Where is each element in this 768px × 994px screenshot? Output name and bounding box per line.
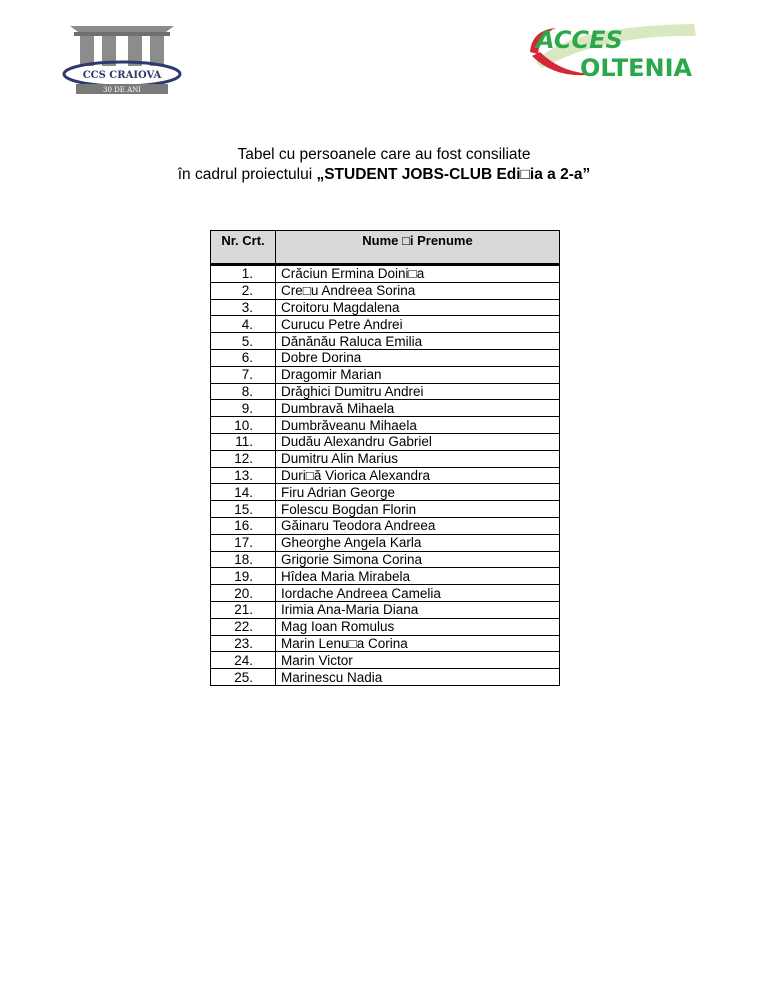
heading-project-name: „STUDENT JOBS-CLUB Edi□ia a 2-a”: [316, 166, 591, 183]
row-number: 9.: [211, 400, 276, 417]
row-person-name: Irimia Ana-Maria Diana: [276, 601, 560, 618]
table-row: [211, 333, 560, 350]
table-row: [211, 282, 560, 299]
row-number: 10.: [211, 417, 276, 434]
row-person-name: Dobre Dorina: [276, 349, 560, 366]
table-row: [211, 417, 560, 434]
logo-name: CCS CRAIOVA: [82, 70, 162, 81]
logo-subtitle: 30 DE ANI: [102, 86, 142, 94]
table-row: [211, 349, 560, 366]
participants-table: [210, 230, 560, 686]
row-person-name: Grigorie Simona Corina: [276, 551, 560, 568]
acces-oltenia-logo: [526, 22, 702, 80]
document-heading: [0, 145, 768, 185]
table-row: [211, 635, 560, 652]
row-number: 24.: [211, 652, 276, 669]
row-number: 15.: [211, 501, 276, 518]
table-row: [211, 501, 560, 518]
ccs-craiova-logo: [62, 20, 182, 96]
row-person-name: Dumbrăveanu Mihaela: [276, 417, 560, 434]
row-number: 2.: [211, 282, 276, 299]
row-number: 8.: [211, 383, 276, 400]
row-number: 3.: [211, 299, 276, 316]
row-person-name: Gheorghe Angela Karla: [276, 534, 560, 551]
row-person-name: Marin Lenu□a Corina: [276, 635, 560, 652]
row-number: 18.: [211, 551, 276, 568]
table-row: [211, 568, 560, 585]
row-person-name: Drăghici Dumitru Andrei: [276, 383, 560, 400]
row-number: 5.: [211, 333, 276, 350]
row-number: 1.: [211, 266, 276, 283]
row-person-name: Croitoru Magdalena: [276, 299, 560, 316]
heading-line2-prefix: în cadrul proiectului: [177, 166, 317, 183]
row-number: 13.: [211, 467, 276, 484]
table-row: [211, 669, 560, 686]
row-number: 12.: [211, 450, 276, 467]
table-row: [211, 585, 560, 602]
table-row: [211, 517, 560, 534]
row-number: 16.: [211, 517, 276, 534]
row-person-name: Dragomir Marian: [276, 366, 560, 383]
table-row: [211, 652, 560, 669]
table-row: [211, 450, 560, 467]
row-number: 7.: [211, 366, 276, 383]
table-row: [211, 299, 560, 316]
row-person-name: Folescu Bogdan Florin: [276, 501, 560, 518]
row-number: 22.: [211, 618, 276, 635]
row-number: 6.: [211, 349, 276, 366]
row-person-name: Hîdea Maria Mirabela: [276, 568, 560, 585]
table-row: [211, 400, 560, 417]
row-person-name: Dudău Alexandru Gabriel: [276, 433, 560, 450]
row-person-name: Marinescu Nadia: [276, 669, 560, 686]
header-name: Nume □i Prenume: [276, 231, 560, 265]
table-row: [211, 484, 560, 501]
header-nr: Nr. Crt.: [211, 231, 276, 265]
row-person-name: Duri□ă Viorica Alexandra: [276, 467, 560, 484]
table-body: [211, 264, 560, 685]
heading-line2: [0, 165, 768, 185]
logo-roof: [70, 26, 174, 32]
row-number: 23.: [211, 635, 276, 652]
row-number: 19.: [211, 568, 276, 585]
logo-column: [150, 36, 164, 66]
row-person-name: Crăciun Ermina Doini□a: [276, 266, 560, 283]
row-person-name: Cre□u Andreea Sorina: [276, 282, 560, 299]
table-row: [211, 433, 560, 450]
table-row: [211, 618, 560, 635]
row-number: 14.: [211, 484, 276, 501]
table-row: [211, 366, 560, 383]
row-person-name: Mag Ioan Romulus: [276, 618, 560, 635]
table-row: [211, 601, 560, 618]
row-person-name: Marin Victor: [276, 652, 560, 669]
heading-line1: Tabel cu persoanele care au fost consiliate: [237, 146, 531, 163]
table-row: [211, 383, 560, 400]
table-row: [211, 316, 560, 333]
row-number: 11.: [211, 433, 276, 450]
row-number: 20.: [211, 585, 276, 602]
table-row: [211, 534, 560, 551]
logo-line2: OLTENIA: [580, 54, 693, 80]
row-number: 17.: [211, 534, 276, 551]
logo-column: [80, 36, 94, 66]
table-header-row: [211, 231, 560, 265]
row-number: 25.: [211, 669, 276, 686]
row-person-name: Curucu Petre Andrei: [276, 316, 560, 333]
row-person-name: Dumbravă Mihaela: [276, 400, 560, 417]
row-person-name: Iordache Andreea Camelia: [276, 585, 560, 602]
row-person-name: Dănănău Raluca Emilia: [276, 333, 560, 350]
row-person-name: Dumitru Alin Marius: [276, 450, 560, 467]
table-row: [211, 467, 560, 484]
table-row: [211, 266, 560, 283]
row-number: 4.: [211, 316, 276, 333]
logo-line1: ACCES: [536, 26, 623, 54]
row-person-name: Firu Adrian George: [276, 484, 560, 501]
row-person-name: Găinaru Teodora Andreea: [276, 517, 560, 534]
row-number: 21.: [211, 601, 276, 618]
table-row: [211, 551, 560, 568]
